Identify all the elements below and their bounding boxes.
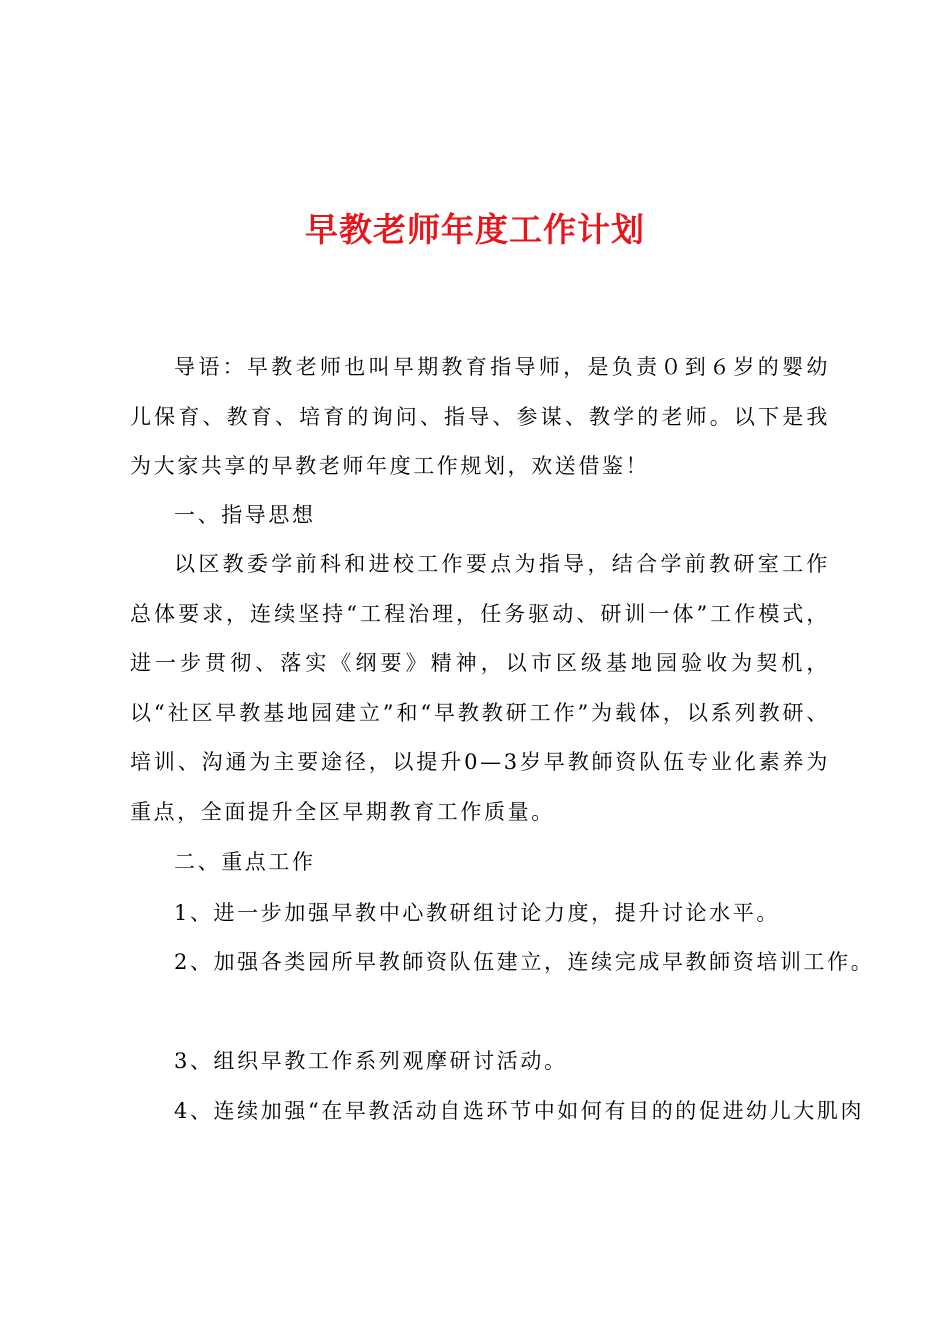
section-heading-guiding-thought: 一、指导思想 <box>174 503 316 527</box>
guiding-thought-paragraph: 以区教委学前科和进校工作要点为指导，结合学前教研室工作总体要求，连续坚持“工程治理，任务驱动、研训一体”工作模式，进一步贯彻、落实《纲要》精神，以市区级基地园验收为契机，以“社区早教基地园建立”和“早教教研工作”为载体，以系列教研、培训、沟通为主要途径，以提升0—3岁早教師资队伍专业化素养为重点，全面提升全区早期教育工作质量。 <box>130 552 830 824</box>
document-title: 早教老师年度工作计划 <box>305 210 645 249</box>
key-work-item-2: 2、加强各类园所早教師资队伍建立，连续完成早教師资培训工作。 <box>174 950 875 974</box>
key-work-item-3: 3、组织早教工作系列观摩研讨活动。 <box>174 1049 568 1073</box>
key-work-item-1: 1、进一步加强早教中心教研组讨论力度，提升讨论水平。 <box>174 901 780 925</box>
section-heading-key-work: 二、重点工作 <box>174 850 316 874</box>
intro-paragraph: 导语：早教老师也叫早期教育指导师，是负责０到６岁的婴幼儿保育、教育、培育的询问、指导、参谋、教学的老师。以下是我为大家共享的早教老师年度工作规划，欢送借鉴！ <box>130 355 830 478</box>
key-work-item-4: 4、连续加强“在早教活动自选环节中如何有目的的促进幼儿大肌肉 <box>174 1099 865 1123</box>
